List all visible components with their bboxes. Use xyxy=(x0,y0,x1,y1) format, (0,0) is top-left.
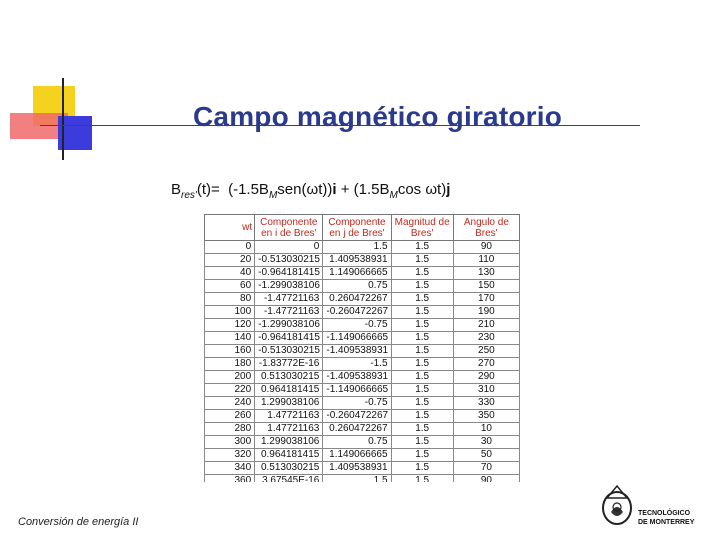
table-cell: 3.67545E-16 xyxy=(255,475,323,483)
table-cell: 280 xyxy=(205,423,255,436)
table-cell: 1.5 xyxy=(391,436,453,449)
table-row xyxy=(205,410,520,423)
table-row xyxy=(205,462,520,475)
table-cell: 200 xyxy=(205,371,255,384)
table-cell: 0 xyxy=(255,241,323,254)
table-cell: 1.5 xyxy=(391,449,453,462)
table-cell: 210 xyxy=(453,319,519,332)
slide-title: Campo magnético giratorio xyxy=(193,101,563,132)
data-table-container xyxy=(204,214,520,482)
table-cell: 50 xyxy=(453,449,519,462)
table-cell: 1.5 xyxy=(391,280,453,293)
table-cell: 1.5 xyxy=(391,397,453,410)
table-cell: 90 xyxy=(453,241,519,254)
table-cell: 1.5 xyxy=(391,332,453,345)
formula-unit-j: j xyxy=(446,181,451,198)
table-cell: 0 xyxy=(205,241,255,254)
table-cell: 1.5 xyxy=(391,345,453,358)
table-cell: 180 xyxy=(205,358,255,371)
table-cell: 1.5 xyxy=(391,306,453,319)
table-row xyxy=(205,254,520,267)
table-cell: -0.260472267 xyxy=(323,410,391,423)
table-cell: 0.513030215 xyxy=(255,462,323,475)
table-row xyxy=(205,475,520,483)
table-cell: 340 xyxy=(205,462,255,475)
table-cell: 1.5 xyxy=(391,475,453,483)
table-cell: 100 xyxy=(205,306,255,319)
table-cell: 1.299038106 xyxy=(255,436,323,449)
table-cell: 0.260472267 xyxy=(323,293,391,306)
table-row xyxy=(205,332,520,345)
table-cell: 0.513030215 xyxy=(255,371,323,384)
formula-arg: (t)= xyxy=(196,181,220,198)
table-cell: 30 xyxy=(453,436,519,449)
table-cell: 170 xyxy=(453,293,519,306)
table-cell: -1.299038106 xyxy=(255,280,323,293)
table-cell: 0.964181415 xyxy=(255,449,323,462)
table-cell: 70 xyxy=(453,462,519,475)
table-cell: 0.75 xyxy=(323,280,391,293)
formula-part2: sen(ωt)) xyxy=(277,181,333,198)
header-comp-i: Componente en i de Bres' xyxy=(255,215,323,241)
table-cell: 1.47721163 xyxy=(255,423,323,436)
table-cell: -1.83772E-16 xyxy=(255,358,323,371)
table-cell: 290 xyxy=(453,371,519,384)
table-cell: 40 xyxy=(205,267,255,280)
table-cell: 270 xyxy=(453,358,519,371)
course-name: Conversión de energía II xyxy=(18,516,139,528)
table-cell: -1.299038106 xyxy=(255,319,323,332)
table-cell: -0.75 xyxy=(323,319,391,332)
table-cell: 20 xyxy=(205,254,255,267)
table-cell: 240 xyxy=(205,397,255,410)
table-cell: -1.149066665 xyxy=(323,332,391,345)
table-row xyxy=(205,345,520,358)
table-cell: 1.5 xyxy=(391,241,453,254)
table-row xyxy=(205,384,520,397)
table-cell: -0.964181415 xyxy=(255,267,323,280)
formula-b: B xyxy=(171,181,182,198)
table-cell: 1.5 xyxy=(391,423,453,436)
table-cell: 250 xyxy=(453,345,519,358)
table-cell: 190 xyxy=(453,306,519,319)
table-row xyxy=(205,423,520,436)
table-cell: 1.5 xyxy=(391,410,453,423)
table-cell: 120 xyxy=(205,319,255,332)
logo-text xyxy=(638,509,694,527)
table-cell: 1.5 xyxy=(323,475,391,483)
table-cell: 1.5 xyxy=(391,293,453,306)
table-row xyxy=(205,267,520,280)
data-table xyxy=(204,214,520,482)
table-cell: 1.5 xyxy=(391,371,453,384)
table-cell: -1.409538931 xyxy=(323,345,391,358)
table-cell: 90 xyxy=(453,475,519,483)
logo-line-1: TECNOLÓGICO xyxy=(638,510,691,517)
table-cell: -0.75 xyxy=(323,397,391,410)
table-cell: 10 xyxy=(453,423,519,436)
table-cell: 1.409538931 xyxy=(323,462,391,475)
table-cell: 1.5 xyxy=(391,267,453,280)
table-cell: -0.964181415 xyxy=(255,332,323,345)
formula-sub-m2: M xyxy=(389,190,398,201)
table-cell: 140 xyxy=(205,332,255,345)
table-cell: 1.5 xyxy=(391,358,453,371)
table-row xyxy=(205,358,520,371)
table-row xyxy=(205,436,520,449)
table-cell: 1.299038106 xyxy=(255,397,323,410)
table-cell: 310 xyxy=(453,384,519,397)
header-wt: wt xyxy=(205,215,255,241)
formula-sub-res: res' xyxy=(181,190,197,201)
table-cell: 350 xyxy=(453,410,519,423)
logo-line-2: DE MONTERREY xyxy=(638,519,695,526)
table-cell: 160 xyxy=(205,345,255,358)
table-cell: 220 xyxy=(205,384,255,397)
table-row xyxy=(205,241,520,254)
table-cell: -1.47721163 xyxy=(255,293,323,306)
table-cell: -1.47721163 xyxy=(255,306,323,319)
table-cell: 1.5 xyxy=(391,462,453,475)
formula-sub-m1: M xyxy=(268,190,278,201)
formula xyxy=(171,181,450,201)
table-row xyxy=(205,449,520,462)
table-cell: 150 xyxy=(453,280,519,293)
table-cell: 0.75 xyxy=(323,436,391,449)
table-cell: -1.5 xyxy=(323,358,391,371)
table-cell: 0.260472267 xyxy=(323,423,391,436)
table-row xyxy=(205,319,520,332)
tec-seal-icon xyxy=(597,478,637,528)
table-row xyxy=(205,293,520,306)
table-cell: 1.149066665 xyxy=(323,449,391,462)
table-cell: 0.964181415 xyxy=(255,384,323,397)
table-cell: 130 xyxy=(453,267,519,280)
table-cell: 80 xyxy=(205,293,255,306)
header-comp-j: Componente en j de Bres' xyxy=(323,215,391,241)
formula-part1: (-1.5B xyxy=(228,181,269,198)
table-cell: 260 xyxy=(205,410,255,423)
table-cell: 330 xyxy=(453,397,519,410)
table-cell: -0.513030215 xyxy=(255,345,323,358)
table-row xyxy=(205,280,520,293)
table-cell: 1.5 xyxy=(391,254,453,267)
table-cell: 1.5 xyxy=(323,241,391,254)
table-cell: -1.149066665 xyxy=(323,384,391,397)
table-cell: 360 xyxy=(205,475,255,483)
table-cell: 110 xyxy=(453,254,519,267)
formula-part3: cos ωt) xyxy=(397,181,447,198)
formula-unit-i: i xyxy=(332,181,337,198)
table-cell: -1.409538931 xyxy=(323,371,391,384)
table-row xyxy=(205,306,520,319)
table-cell: 300 xyxy=(205,436,255,449)
table-header-row xyxy=(205,215,520,241)
table-cell: 1.5 xyxy=(391,384,453,397)
header-magnitude: Magnitud de Bres' xyxy=(391,215,453,241)
formula-plus: + (1.5B xyxy=(336,181,390,198)
table-cell: 1.149066665 xyxy=(323,267,391,280)
table-cell: 1.409538931 xyxy=(323,254,391,267)
table-row xyxy=(205,397,520,410)
table-cell: -0.513030215 xyxy=(255,254,323,267)
table-cell: 1.47721163 xyxy=(255,410,323,423)
table-row xyxy=(205,371,520,384)
table-cell: -0.260472267 xyxy=(323,306,391,319)
table-cell: 230 xyxy=(453,332,519,345)
table-cell: 60 xyxy=(205,280,255,293)
table-cell: 1.5 xyxy=(391,319,453,332)
table-cell: 320 xyxy=(205,449,255,462)
header-angle: Angulo de Bres' xyxy=(453,215,519,241)
